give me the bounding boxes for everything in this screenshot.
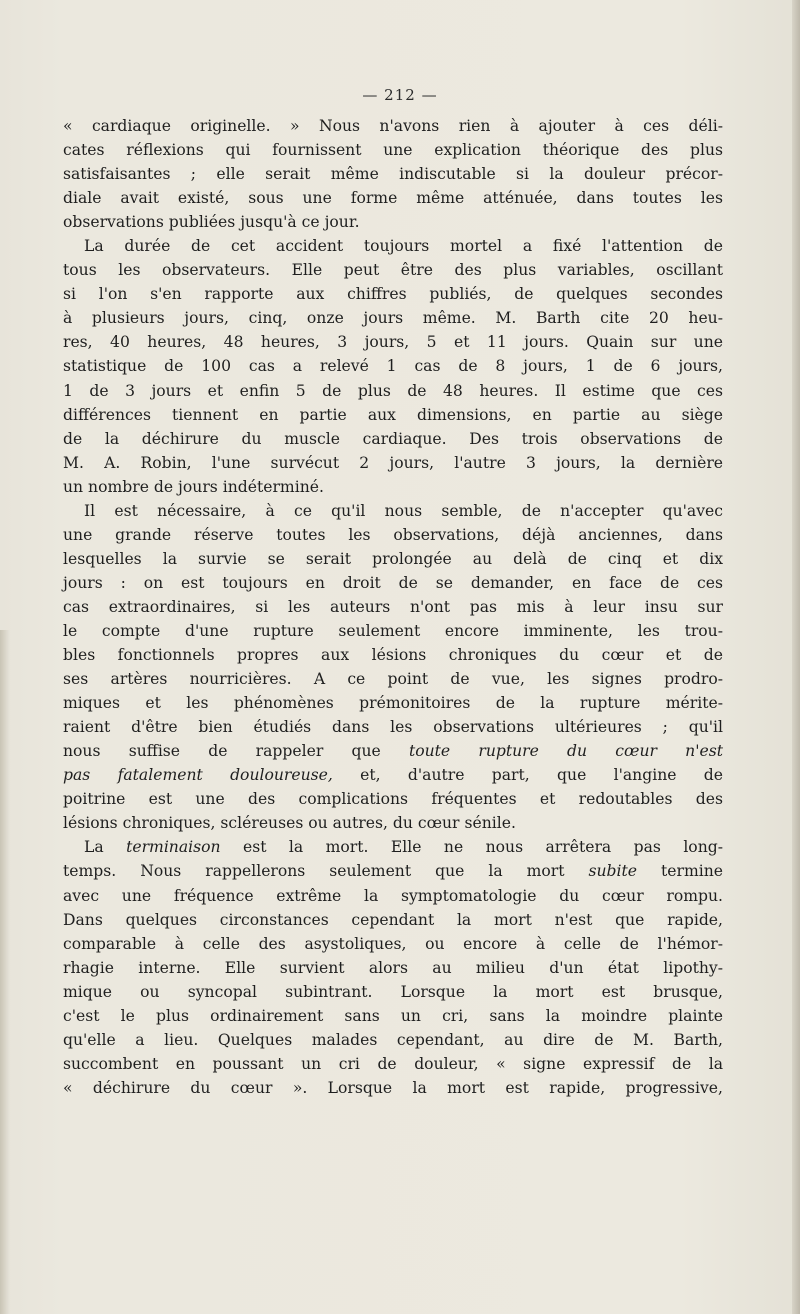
text-line: poitrine est une des complications fréquentes et redoutables des xyxy=(63,790,723,809)
text-line: succombent en poussant un cri de douleur, « signe expressif de la xyxy=(63,1054,723,1073)
text-line: M. A. Robin, l'une survécut 2 jours, l'autre 3 jours, la dernière xyxy=(63,453,723,472)
text-line xyxy=(63,763,723,787)
text-line: observations publiées jusqu'à ce jour. xyxy=(63,213,360,232)
text-line xyxy=(63,739,723,763)
text-line: comparable à celle des asystoliques, ou encore à celle de l'hémor- xyxy=(63,934,723,953)
text-segment: nous suffise de rappeler que xyxy=(63,742,381,761)
text-line: lesquelles la survie se serait prolongée au delà de cinq et dix xyxy=(63,549,723,568)
text-line: qu'elle a lieu. Quelques malades cependant, au dire de M. Barth, xyxy=(63,1030,723,1049)
text-line: satisfaisantes ; elle serait même indiscutable si la douleur précor- xyxy=(63,165,723,184)
text-segment: et, d'autre part, que l'angine de xyxy=(332,766,723,785)
text-line: si l'on s'en rapporte aux chiffres publiés, de quelques secondes xyxy=(63,285,723,304)
text-segment: termine xyxy=(637,862,723,881)
text-line: jours : on est toujours en droit de se demander, en face de ces xyxy=(63,573,723,592)
italic-phrase: subite xyxy=(588,862,638,881)
binding-shadow xyxy=(0,630,10,1314)
text-line: un nombre de jours indéterminé. xyxy=(63,477,324,496)
text-line: rhagie interne. Elle survient alors au milieu d'un état lipothy- xyxy=(63,958,723,977)
text-line: ses artères nourricières. A ce point de vue, les signes prodro- xyxy=(63,670,723,689)
text-line: différences tiennent en partie aux dimensions, en partie au siège xyxy=(63,405,723,424)
text-line xyxy=(63,859,723,883)
text-segment: La xyxy=(84,838,127,857)
text-line: bles fonctionnels propres aux lésions chroniques du cœur et de xyxy=(63,646,723,665)
italic-phrase: terminaison xyxy=(126,838,221,857)
text-line: « déchirure du cœur ». Lorsque la mort est rapide, progressive, xyxy=(63,1078,723,1097)
text-line: à plusieurs jours, cinq, onze jours même. M. Barth cite 20 heu- xyxy=(63,309,723,328)
body-text xyxy=(63,114,723,1100)
text-line: Il est nécessaire, à ce qu'il nous semble, de n'accepter qu'avec xyxy=(84,501,723,520)
page-edge-shadow xyxy=(792,0,800,1314)
italic-phrase: toute rupture du cœur n'est xyxy=(408,742,723,761)
text-line: Dans quelques circonstances cependant la mort n'est que rapide, xyxy=(63,910,723,929)
text-line: c'est le plus ordinairement sans un cri, sans la moindre plainte xyxy=(63,1006,723,1025)
text-line: cates réflexions qui fournissent une explication théorique des plus xyxy=(63,141,723,160)
text-line: diale avait existé, sous une forme même atténuée, dans toutes les xyxy=(63,189,723,208)
text-line: de la déchirure du muscle cardiaque. Des trois observations de xyxy=(63,429,723,448)
text-line: une grande réserve toutes les observations, déjà anciennes, dans xyxy=(63,525,723,544)
text-line: res, 40 heures, 48 heures, 3 jours, 5 et 11 jours. Quain sur une xyxy=(63,333,723,352)
text-line: avec une fréquence extrême la symptomatologie du cœur rompu. xyxy=(63,886,723,905)
text-line: « cardiaque originelle. » Nous n'avons rien à ajouter à ces déli- xyxy=(63,117,723,135)
italic-phrase: pas fatalement douloureuse, xyxy=(63,766,333,785)
text-line: tous les observateurs. Elle peut être des plus variables, oscillant xyxy=(63,261,723,280)
text-line: miques et les phénomènes prémonitoires de la rupture mérite- xyxy=(63,694,723,713)
text-line: 1 de 3 jours et enfin 5 de plus de 48 heures. Il estime que ces xyxy=(63,381,723,400)
text-segment: est la mort. Elle ne nous arrêtera pas long- xyxy=(220,838,723,857)
text-line: lésions chroniques, scléreuses ou autres, du cœur sénile. xyxy=(63,814,516,833)
text-line: mique ou syncopal subintrant. Lorsque la mort est brusque, xyxy=(63,982,723,1001)
text-line: le compte d'une rupture seulement encore imminente, les trou- xyxy=(63,621,723,640)
page-number: — 212 — xyxy=(362,86,438,104)
text-line: cas extraordinaires, si les auteurs n'ont pas mis à leur insu sur xyxy=(63,597,723,616)
text-segment: temps. Nous rappellerons seulement que la mort xyxy=(63,862,589,881)
text-line: raient d'être bien étudiés dans les observations ultérieures ; qu'il xyxy=(63,718,723,737)
text-line xyxy=(63,835,723,859)
text-line: La durée de cet accident toujours mortel a fixé l'attention de xyxy=(84,237,723,256)
text-line: statistique de 100 cas a relevé 1 cas de 8 jours, 1 de 6 jours, xyxy=(63,357,723,376)
